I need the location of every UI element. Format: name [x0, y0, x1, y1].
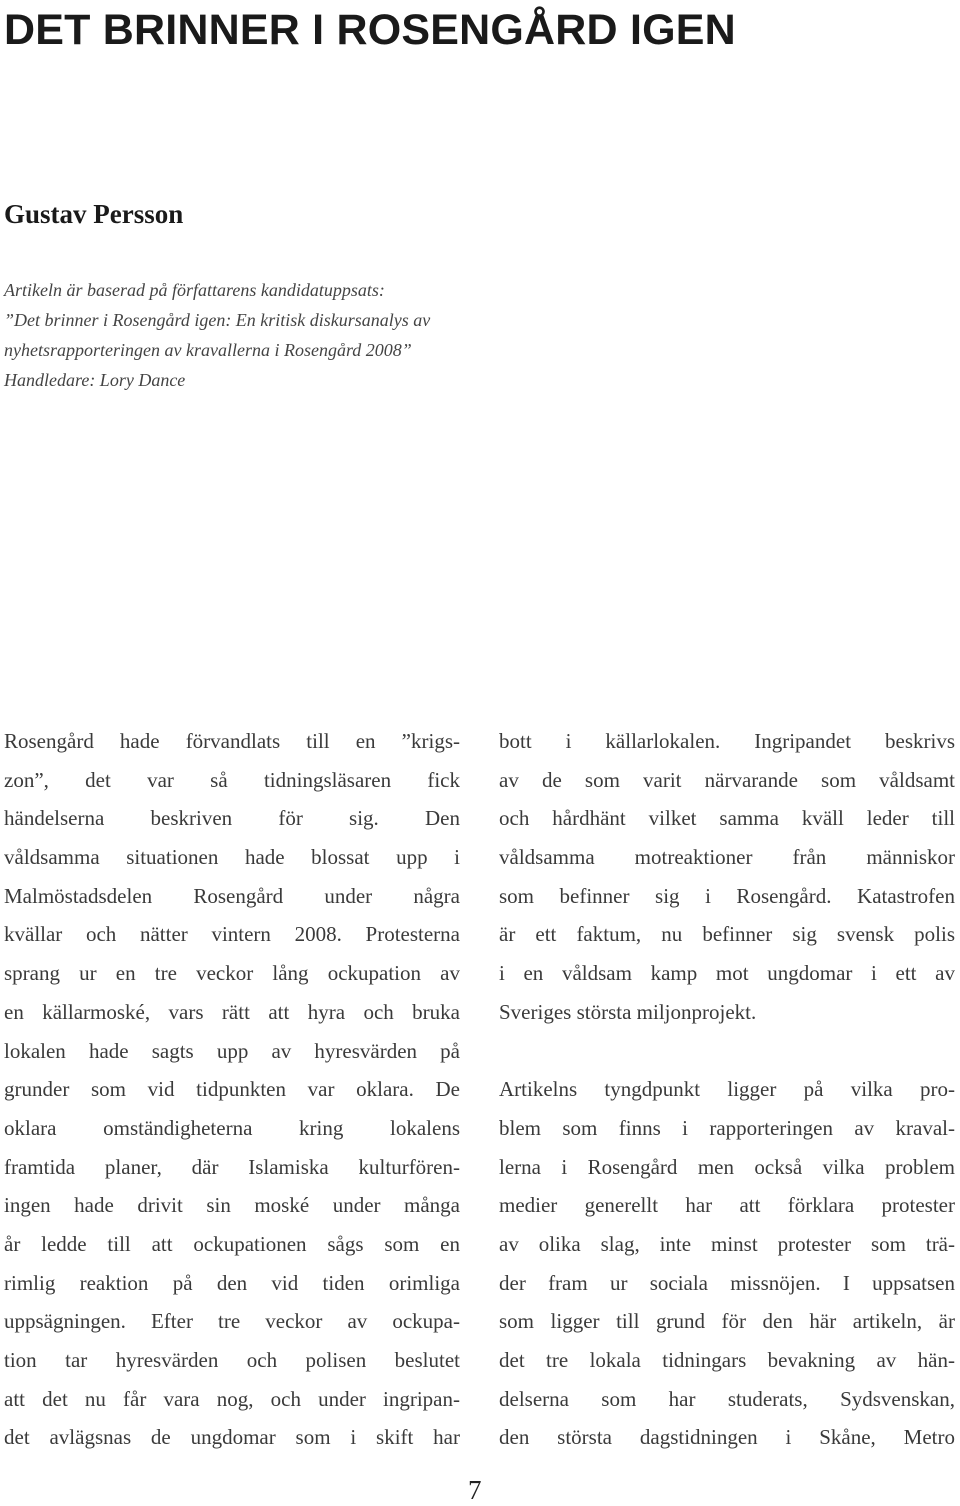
body-text-line: att det nu får vara nog, och under ingripan- — [4, 1386, 460, 1411]
body-text-line: den största dagstidningen i Skåne, Metro — [499, 1425, 955, 1450]
body-text-line: det tre lokala tidningars bevakning av hän- — [499, 1348, 955, 1372]
meta-line: ”Det brinner i Rosengård igen: En kritisk diskursanalys av — [4, 310, 431, 330]
body-text-line: bott i källarlokalen. Ingripandet beskrivs — [499, 729, 955, 753]
body-text-line: är ett faktum, nu befinner sig svensk polis — [499, 922, 955, 947]
body-text-line: der fram ur sociala missnöjen. I uppsatsen — [499, 1270, 955, 1295]
body-text-line: uppsägningen. Efter tre veckor av ockupa- — [4, 1309, 460, 1334]
body-text-line: tion tar hyresvärden och polisen beslutet — [4, 1348, 460, 1372]
body-text-line: det avlägsnas de ungdomar som i skift har — [4, 1425, 460, 1450]
body-text-line: zon”, det var så tidningsläsaren fick — [4, 767, 460, 792]
body-text-line: medier generellt har att förklara protester — [499, 1193, 955, 1218]
body-text-line: våldsamma situationen hade blossat upp i — [4, 845, 460, 870]
paragraph-gap — [499, 1032, 955, 1071]
body-text-line: Artikelns tyngdpunkt ligger på vilka pro- — [499, 1077, 955, 1102]
article-title: DET BRINNER I ROSENGÅRD IGEN — [4, 6, 736, 54]
body-text-line: framtida planer, där Islamiska kulturfören- — [4, 1154, 460, 1179]
body-text-line: delserna som har studerats, Sydsvenskan, — [499, 1386, 955, 1411]
body-text-line: grunder som vid tidpunkten var oklara. De — [4, 1077, 460, 1102]
body-text-line: Sveriges största miljonprojekt. — [499, 999, 757, 1024]
body-text-line: lokalen hade sagts upp av hyresvärden på — [4, 1038, 460, 1063]
page-number: 7 — [468, 1475, 482, 1505]
body-text-line: blem som finns i rapporteringen av kraval- — [499, 1115, 955, 1140]
body-text-line: Rosengård hade förvandlats till en ”krigs- — [4, 729, 460, 753]
body-text-line: som befinner sig i Rosengård. Katastrofen — [499, 883, 955, 908]
body-text-line: händelserna beskriven för sig. Den — [4, 806, 460, 831]
body-text-line: av olika slag, inte minst protester som trä- — [499, 1231, 955, 1256]
body-text-line: våldsamma motreaktioner från människor — [499, 845, 955, 870]
body-text-line: i en våldsam kamp mot ungdomar i ett av — [499, 961, 955, 986]
body-text-line: år ledde till att ockupationen sågs som en — [4, 1231, 460, 1256]
author-name: Gustav Persson — [4, 199, 184, 229]
body-text-line: och hårdhänt vilket samma kväll leder till — [499, 806, 955, 831]
body-column-left — [4, 722, 460, 1457]
body-text-line: oklara omständigheterna kring lokalens — [4, 1115, 460, 1140]
body-text-line: sprang ur en tre veckor lång ockupation av — [4, 961, 460, 986]
body-text-line: som ligger till grund för den här artikeln, är — [499, 1309, 955, 1334]
body-text-line: en källarmoské, vars rätt att hyra och bruka — [4, 999, 460, 1024]
body-text-line: lerna i Rosengård men också vilka problem — [499, 1154, 955, 1179]
body-text-line: Malmöstadsdelen Rosengård under några — [4, 883, 460, 908]
body-text-line: rimlig reaktion på den vid tiden orimliga — [4, 1270, 460, 1295]
article-meta — [4, 275, 564, 395]
meta-line: Artikeln är baserad på författarens kandidatuppsats: — [4, 280, 385, 300]
meta-line: Handledare: Lory Dance — [4, 370, 186, 390]
body-column-right — [499, 722, 955, 1457]
body-text-line: av de som varit närvarande som våldsamt — [499, 767, 955, 792]
body-text-line: kvällar och nätter vintern 2008. Protesterna — [4, 922, 460, 947]
body-text-line: ingen hade drivit sin moské under många — [4, 1193, 460, 1218]
meta-line: nyhetsrapporteringen av kravallerna i Rosengård 2008” — [4, 340, 412, 360]
